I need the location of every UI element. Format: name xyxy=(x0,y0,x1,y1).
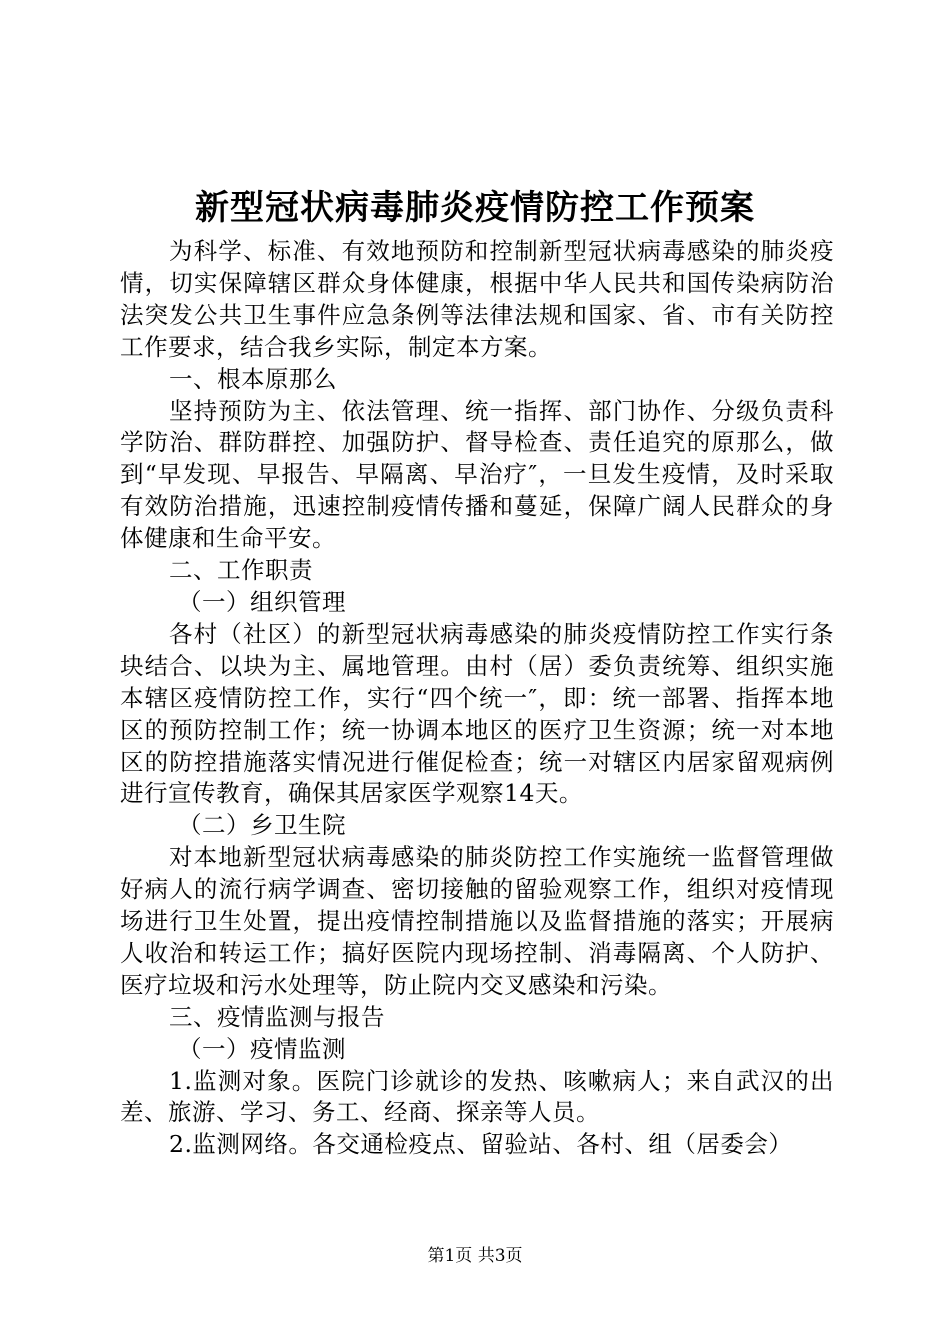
paragraph-health-center: 对本地新型冠状病毒感染的肺炎防控工作实施统一监督管理做好病人的流行病学调查、密切接触的留验观察工作，组织对疫情现场进行卫生处置，提出疫情控制措施以及监督措施的落实；开展病人收治和转运工作；搞好医院内现场控制、消毒隔离、个人防护、医疗垃圾和污水处理等，防止院内交叉感染和污染。 xyxy=(120,843,834,999)
heading-responsibilities: 二、工作职责 xyxy=(169,556,313,585)
subheading-monitoring: （一）疫情监测 xyxy=(178,1034,346,1063)
heading-basic-principle: 一、根本原那么 xyxy=(169,364,337,393)
paragraph-monitoring-targets: 1.监测对象。医院门诊就诊的发热、咳嗽病人；来自武汉的出差、旅游、学习、务工、经商、探亲等人员。 xyxy=(120,1066,834,1127)
paragraph-organization: 各村（社区）的新型冠状病毒感染的肺炎疫情防控工作实行条块结合、以块为主、属地管理。由村（居）委负责统筹、组织实施本辖区疫情防控工作，实行“四个统一″，即：统一部署、指挥本地区的预防控制工作；统一协调本地区的医疗卫生资源；统一对本地区的防控措施落实情况进行催促检查；统一对辖区内居家留观病例进行宣传教育，确保其居家医学观察14天。 xyxy=(120,619,834,808)
paragraph-monitoring-network: 2.监测网络。各交通检疫点、留验站、各村、组（居委会） xyxy=(169,1130,793,1159)
document-body xyxy=(120,236,834,1161)
paragraph-principle: 坚持预防为主、依法管理、统一指挥、部门协作、分级负责科学防治、群防群控、加强防护、督导检查、责任追究的原那么，做到“早发现、早报告、早隔离、早治疗″，一旦发生疫情，及时采取有效防治措施，迅速控制疫情传播和蔓延，保障广阔人民群众的身体健康和生命平安。 xyxy=(120,396,834,553)
paragraph-intro: 为科学、标准、有效地预防和控制新型冠状病毒感染的肺炎疫情，切实保障辖区群众身体健康，根据中华人民共和国传染病防治法突发公共卫生事件应急条例等法律法规和国家、省、市有关防控工作要求，结合我乡实际，制定本方案。 xyxy=(120,237,834,361)
heading-monitoring-report: 三、疫情监测与报告 xyxy=(169,1002,385,1031)
page-footer: 第1页 共3页 xyxy=(427,1246,523,1266)
document-title: 新型冠状病毒肺炎疫情防控工作预案 xyxy=(195,188,755,228)
subheading-health-center: （二）乡卫生院 xyxy=(178,811,346,840)
subheading-organization: （一）组织管理 xyxy=(178,587,346,616)
